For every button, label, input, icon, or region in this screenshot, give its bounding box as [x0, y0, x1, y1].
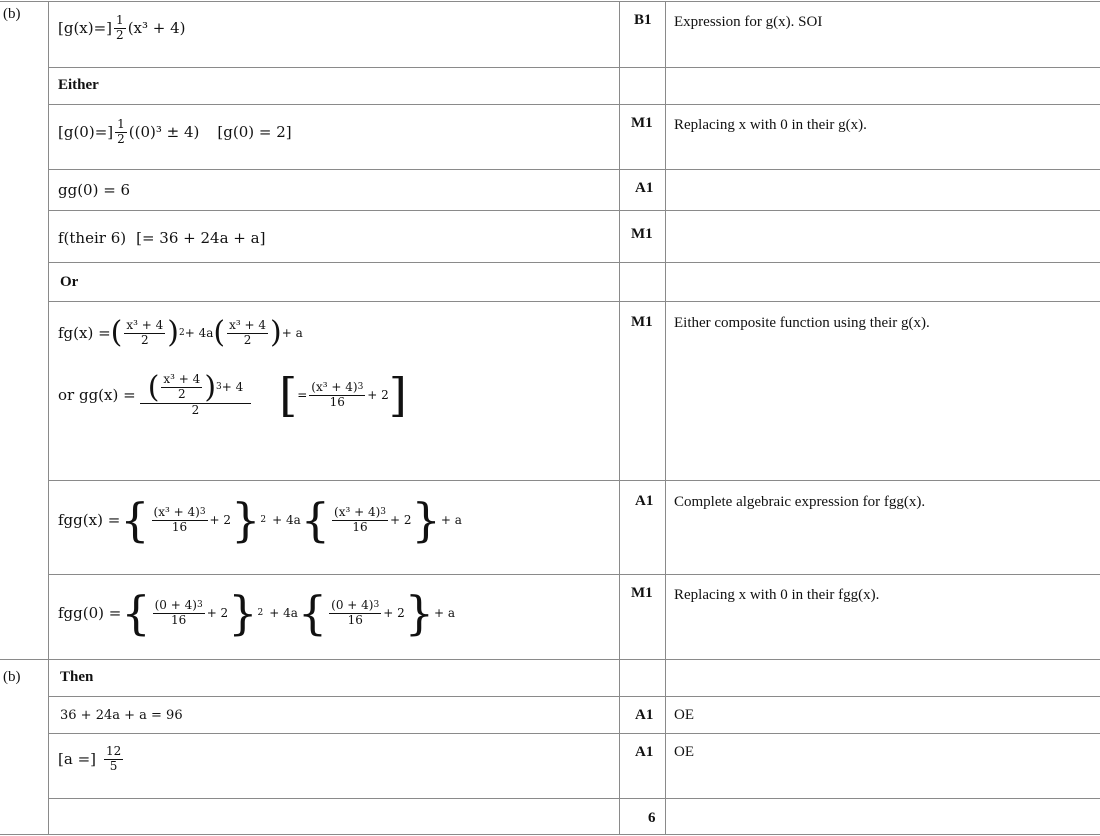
fraction — [152, 506, 208, 535]
open-paren: ( — [110, 315, 123, 350]
plus-2: + 2 — [383, 606, 405, 620]
exponent: 3 — [357, 382, 364, 393]
half-fraction — [114, 14, 126, 43]
table-border-top — [0, 1, 1100, 2]
mark-a1: A1 — [635, 493, 654, 509]
close-paren: ) — [270, 315, 282, 350]
fraction — [227, 319, 268, 348]
row-divider — [48, 574, 1100, 575]
g-paren: (x³ + 4) — [127, 19, 186, 38]
exponent: 3 — [380, 507, 387, 518]
row-divider — [48, 262, 1100, 263]
close-brace: } — [231, 493, 261, 547]
exponent: 2 — [260, 515, 267, 525]
plus-4a: + 4a — [272, 513, 301, 527]
mark-m1: M1 — [631, 585, 653, 601]
open-brace: { — [297, 586, 328, 640]
guidance-text: Replacing x with 0 in their fgg(x). — [674, 587, 880, 603]
plus-4a: + 4a — [184, 326, 214, 340]
open-brace: { — [300, 493, 331, 547]
fraction-denominator: 2 — [116, 27, 124, 42]
plus-4: + 4 — [221, 379, 244, 394]
working-gg0: gg(0) = 6 — [58, 181, 131, 199]
mark-b1: B1 — [634, 12, 652, 28]
guidance-text: OE — [674, 744, 694, 760]
fraction-numerator: (0 + 4) — [154, 597, 197, 612]
exponent: 3 — [373, 600, 380, 611]
plus-2: + 2 — [367, 388, 389, 402]
fraction-denominator: 2 — [191, 402, 200, 417]
plus-a: + a — [434, 606, 456, 620]
mark-m1: M1 — [631, 115, 653, 131]
fg-lhs: fg(x) = — [58, 324, 111, 342]
fraction-numerator: 1 — [116, 13, 124, 27]
fraction — [329, 599, 381, 628]
working-a-value — [58, 745, 125, 774]
guidance-text: Either composite function using their g(x). — [674, 315, 930, 331]
close-brace: } — [411, 493, 441, 547]
heading-either: Either — [58, 77, 99, 93]
part-label: (b) — [3, 6, 21, 22]
exponent: 2 — [179, 328, 185, 338]
fraction — [153, 599, 205, 628]
fraction-numerator: x³ + 4 — [163, 372, 201, 387]
working-fgg — [58, 493, 462, 547]
fraction-numerator: (x³ + 4) — [334, 504, 381, 519]
working-g-expression — [58, 14, 186, 43]
fgg-lhs: fgg(x) = — [58, 511, 121, 529]
compound-fraction — [140, 369, 252, 418]
f-result: [= 36 + 24a + a] — [136, 229, 266, 247]
fraction-denominator: 2 — [243, 332, 252, 347]
fraction-denominator: 2 — [141, 332, 149, 347]
guidance-text: Complete algebraic expression for fgg(x). — [674, 494, 926, 510]
plus-a: + a — [440, 513, 462, 527]
fraction-denominator: 5 — [109, 758, 118, 773]
row-divider — [48, 733, 1100, 734]
mark-a1: A1 — [635, 707, 654, 723]
mark-m1: M1 — [631, 226, 653, 242]
heading-then: Then — [60, 669, 94, 685]
working-f-their6 — [58, 229, 265, 247]
open-brace: { — [120, 493, 150, 547]
row-divider — [48, 301, 1100, 302]
fraction-numerator: (0 + 4) — [331, 597, 374, 612]
fraction-numerator: (x³ + 4) — [153, 504, 200, 519]
equals: = — [297, 388, 308, 402]
working-fg — [58, 315, 303, 350]
part-label: (b) — [3, 669, 21, 685]
open-paren: ( — [147, 369, 160, 405]
row-divider — [48, 210, 1100, 211]
g-lhs: [g(x)=] — [58, 19, 113, 38]
close-brace: } — [404, 586, 435, 640]
fraction-denominator: 16 — [171, 519, 188, 534]
a-lhs: [a =] — [58, 750, 96, 769]
half-fraction — [115, 118, 127, 147]
fraction-denominator: 16 — [329, 394, 345, 409]
exponent: 3 — [216, 382, 222, 393]
col-divider-guidance — [665, 1, 666, 835]
plus-2: + 2 — [209, 513, 232, 527]
close-brace: } — [228, 586, 258, 640]
plus-2: + 2 — [390, 513, 412, 527]
table-border-bottom — [0, 834, 1100, 835]
fraction-numerator: x³ + 4 — [126, 317, 164, 332]
fraction-numerator: 1 — [117, 117, 125, 131]
a-fraction — [104, 745, 123, 774]
mark-a1: A1 — [635, 180, 654, 196]
exponent: 3 — [196, 600, 203, 611]
close-paren: ) — [204, 369, 217, 405]
working-equation: 36 + 24a + a = 96 — [60, 708, 183, 723]
open-brace: { — [121, 586, 151, 640]
part-divider — [0, 659, 1100, 660]
plus-4a: + 4a — [269, 606, 298, 620]
col-divider-mark — [619, 1, 620, 835]
g0-result: [g(0) = 2] — [217, 123, 292, 142]
working-fgg0 — [58, 586, 456, 640]
row-divider — [48, 169, 1100, 170]
fraction-numerator: 12 — [105, 744, 122, 758]
guidance-text: Replacing x with 0 in their g(x). — [674, 117, 867, 133]
guidance-text: OE — [674, 707, 694, 723]
row-divider — [48, 480, 1100, 481]
open-bracket: [ — [279, 368, 298, 422]
fraction-numerator: x³ + 4 — [229, 317, 267, 332]
fraction-numerator: (x³ + 4) — [311, 379, 358, 394]
mark-a1: A1 — [635, 744, 654, 760]
plus-a: + a — [281, 326, 303, 340]
mark-m1: M1 — [631, 314, 653, 330]
exponent: 2 — [257, 608, 264, 618]
plus-2: + 2 — [206, 606, 229, 620]
working-g0 — [58, 118, 292, 147]
row-divider — [48, 696, 1100, 697]
g0-paren: ((0)³ ± 4) — [128, 123, 200, 142]
fraction-denominator: 2 — [178, 387, 186, 402]
g0-lhs: [g(0)=] — [58, 123, 114, 142]
guidance-text: Expression for g(x). SOI — [674, 14, 823, 30]
fraction-denominator: 16 — [171, 612, 187, 627]
fraction-denominator: 16 — [347, 612, 363, 627]
fraction-denominator: 16 — [352, 519, 368, 534]
fraction — [309, 381, 365, 410]
working-gg — [58, 368, 407, 422]
fraction — [332, 506, 388, 535]
f-their6: f(their 6) — [58, 229, 127, 247]
close-bracket: ] — [388, 368, 407, 422]
row-divider — [48, 798, 1100, 799]
fgg0-lhs: fgg(0) = — [58, 604, 122, 622]
heading-or: Or — [60, 274, 79, 290]
row-divider — [48, 104, 1100, 105]
total-marks: 6 — [648, 810, 656, 826]
fraction — [124, 319, 165, 348]
row-divider — [48, 67, 1100, 68]
open-paren: ( — [213, 315, 226, 350]
or-gg-lhs: or gg(x) = — [58, 386, 136, 404]
fraction-denominator: 2 — [117, 131, 125, 146]
close-paren: ) — [167, 315, 179, 350]
col-divider-label — [48, 1, 49, 835]
fraction — [161, 373, 202, 402]
exponent: 3 — [199, 507, 206, 518]
